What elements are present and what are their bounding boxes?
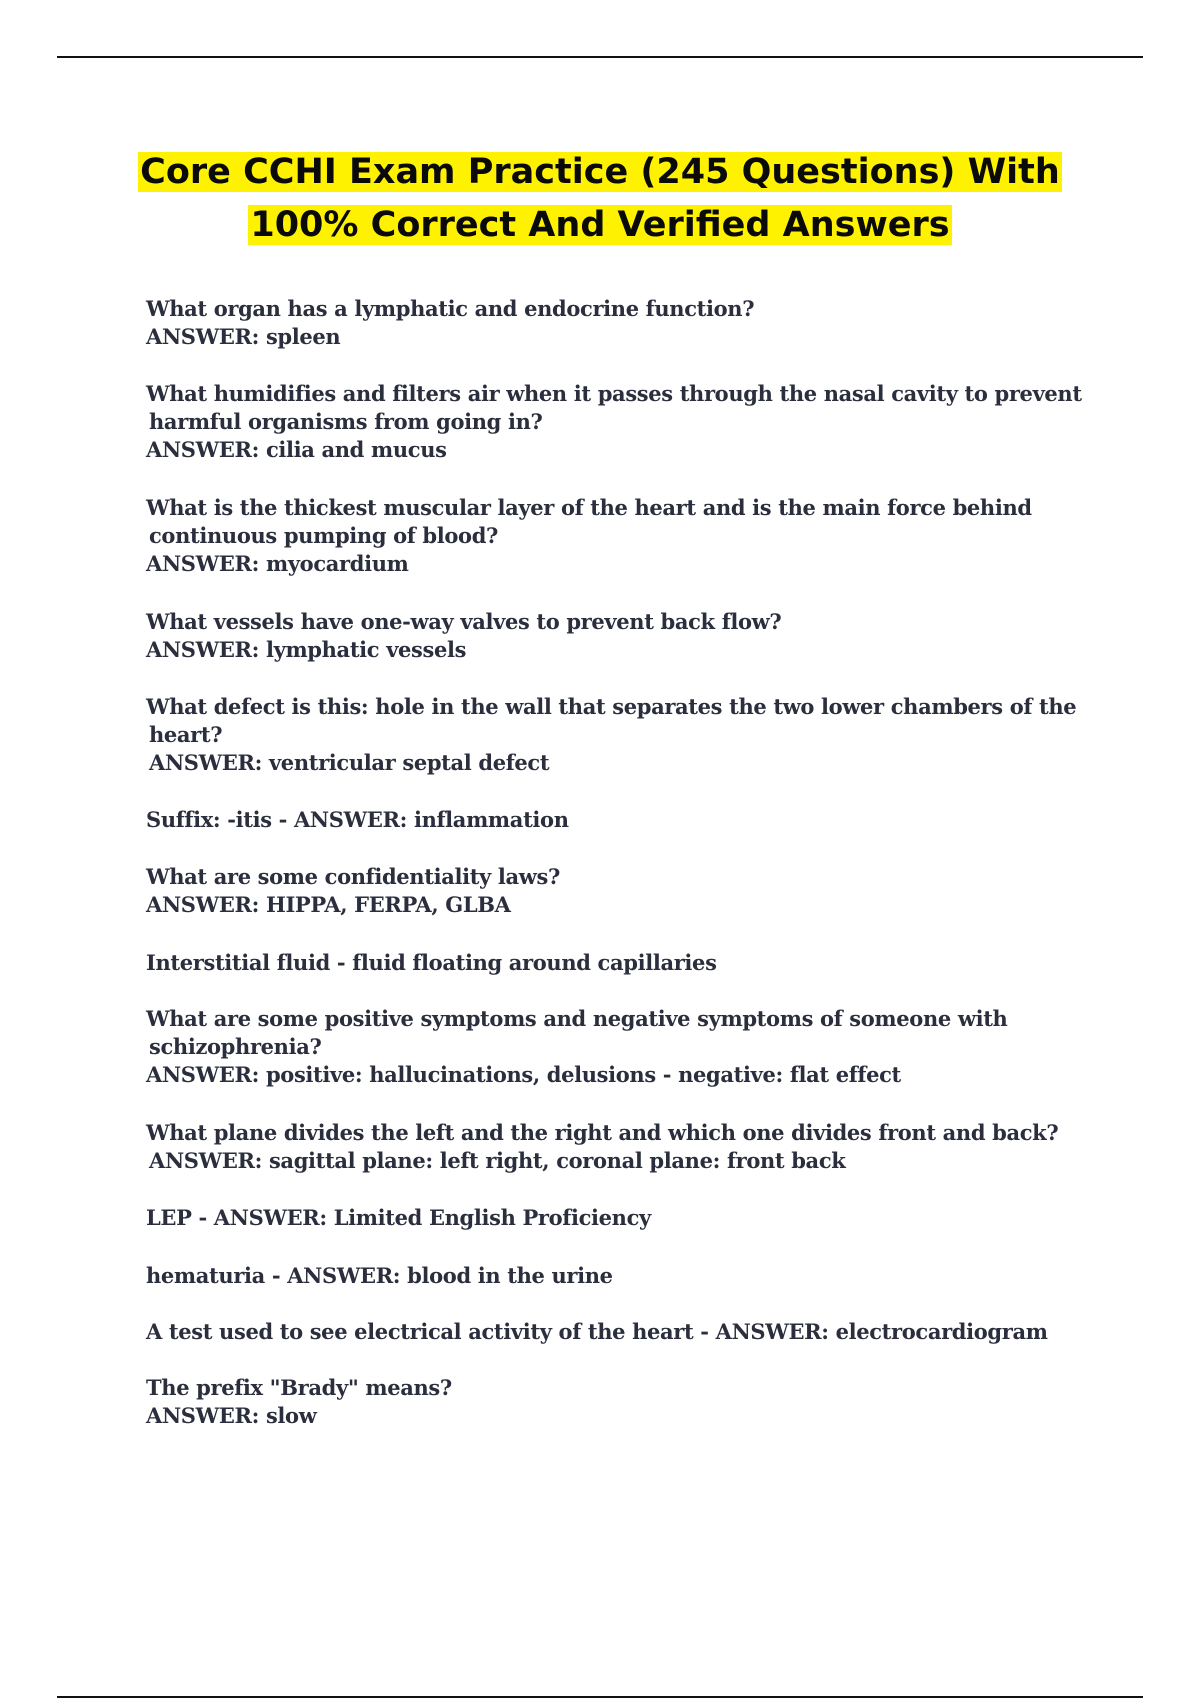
qa-question-continued: harmful organisms from going in? bbox=[149, 409, 543, 434]
qa-answer: ANSWER: positive: hallucinations, delusions - negative: flat effect bbox=[146, 1062, 901, 1087]
qa-question: Suffix: -itis - ANSWER: inflammation bbox=[146, 807, 569, 832]
qa-question: What defect is this: hole in the wall that separates the two lower chambers of the bbox=[146, 694, 1077, 719]
qa-item-14 bbox=[146, 1374, 452, 1430]
qa-question: hematuria - ANSWER: blood in the urine bbox=[146, 1263, 613, 1288]
document-title bbox=[0, 146, 1200, 252]
qa-question: What are some confidentiality laws? bbox=[146, 864, 560, 889]
qa-answer: ANSWER: spleen bbox=[146, 324, 341, 349]
qa-answer: ANSWER: cilia and mucus bbox=[146, 437, 447, 462]
qa-item-10 bbox=[146, 1119, 1058, 1175]
qa-answer: ANSWER: ventricular septal defect bbox=[149, 750, 550, 775]
qa-question-continued: heart? bbox=[149, 722, 223, 747]
qa-question: What organ has a lymphatic and endocrine function? bbox=[146, 296, 755, 321]
qa-question: The prefix "Brady" means? bbox=[146, 1375, 452, 1400]
top-rule bbox=[57, 56, 1143, 58]
qa-answer: ANSWER: sagittal plane: left right, coronal plane: front back bbox=[149, 1148, 846, 1173]
title-line-2: 100% Correct And Verified Answers bbox=[250, 205, 950, 245]
qa-answer: ANSWER: myocardium bbox=[146, 551, 409, 576]
qa-item-1 bbox=[146, 295, 754, 351]
qa-item-13 bbox=[146, 1318, 1048, 1346]
qa-question: A test used to see electrical activity of the heart - ANSWER: electrocardiogram bbox=[146, 1319, 1048, 1344]
qa-item-6 bbox=[146, 806, 569, 834]
qa-question: What humidifies and filters air when it passes through the nasal cavity to prevent bbox=[146, 381, 1082, 406]
qa-item-12 bbox=[146, 1262, 613, 1290]
qa-question: Interstitial fluid - fluid floating around capillaries bbox=[146, 950, 717, 975]
qa-question-continued: continuous pumping of blood? bbox=[149, 523, 498, 548]
qa-item-7 bbox=[146, 863, 560, 919]
qa-question-continued: schizophrenia? bbox=[149, 1034, 322, 1059]
qa-answer: ANSWER: slow bbox=[146, 1403, 317, 1428]
qa-question: What is the thickest muscular layer of the heart and is the main force behind bbox=[146, 495, 1032, 520]
qa-item-2 bbox=[146, 380, 1082, 464]
qa-item-8 bbox=[146, 949, 717, 977]
qa-question: LEP - ANSWER: Limited English Proficiency bbox=[146, 1205, 651, 1230]
qa-answer: ANSWER: lymphatic vessels bbox=[146, 637, 467, 662]
qa-answer: ANSWER: HIPPA, FERPA, GLBA bbox=[146, 892, 511, 917]
qa-item-4 bbox=[146, 608, 781, 664]
qa-item-11 bbox=[146, 1204, 651, 1232]
qa-item-3 bbox=[146, 494, 1032, 578]
qa-question: What vessels have one-way valves to prevent back flow? bbox=[146, 609, 782, 634]
bottom-rule bbox=[57, 1696, 1143, 1698]
qa-question: What are some positive symptoms and negative symptoms of someone with bbox=[146, 1006, 1008, 1031]
qa-question: What plane divides the left and the right and which one divides front and back? bbox=[146, 1120, 1059, 1145]
qa-item-5 bbox=[146, 693, 1076, 777]
title-line-1: Core CCHI Exam Practice (245 Questions) With bbox=[140, 152, 1060, 192]
qa-item-9 bbox=[146, 1005, 1007, 1089]
